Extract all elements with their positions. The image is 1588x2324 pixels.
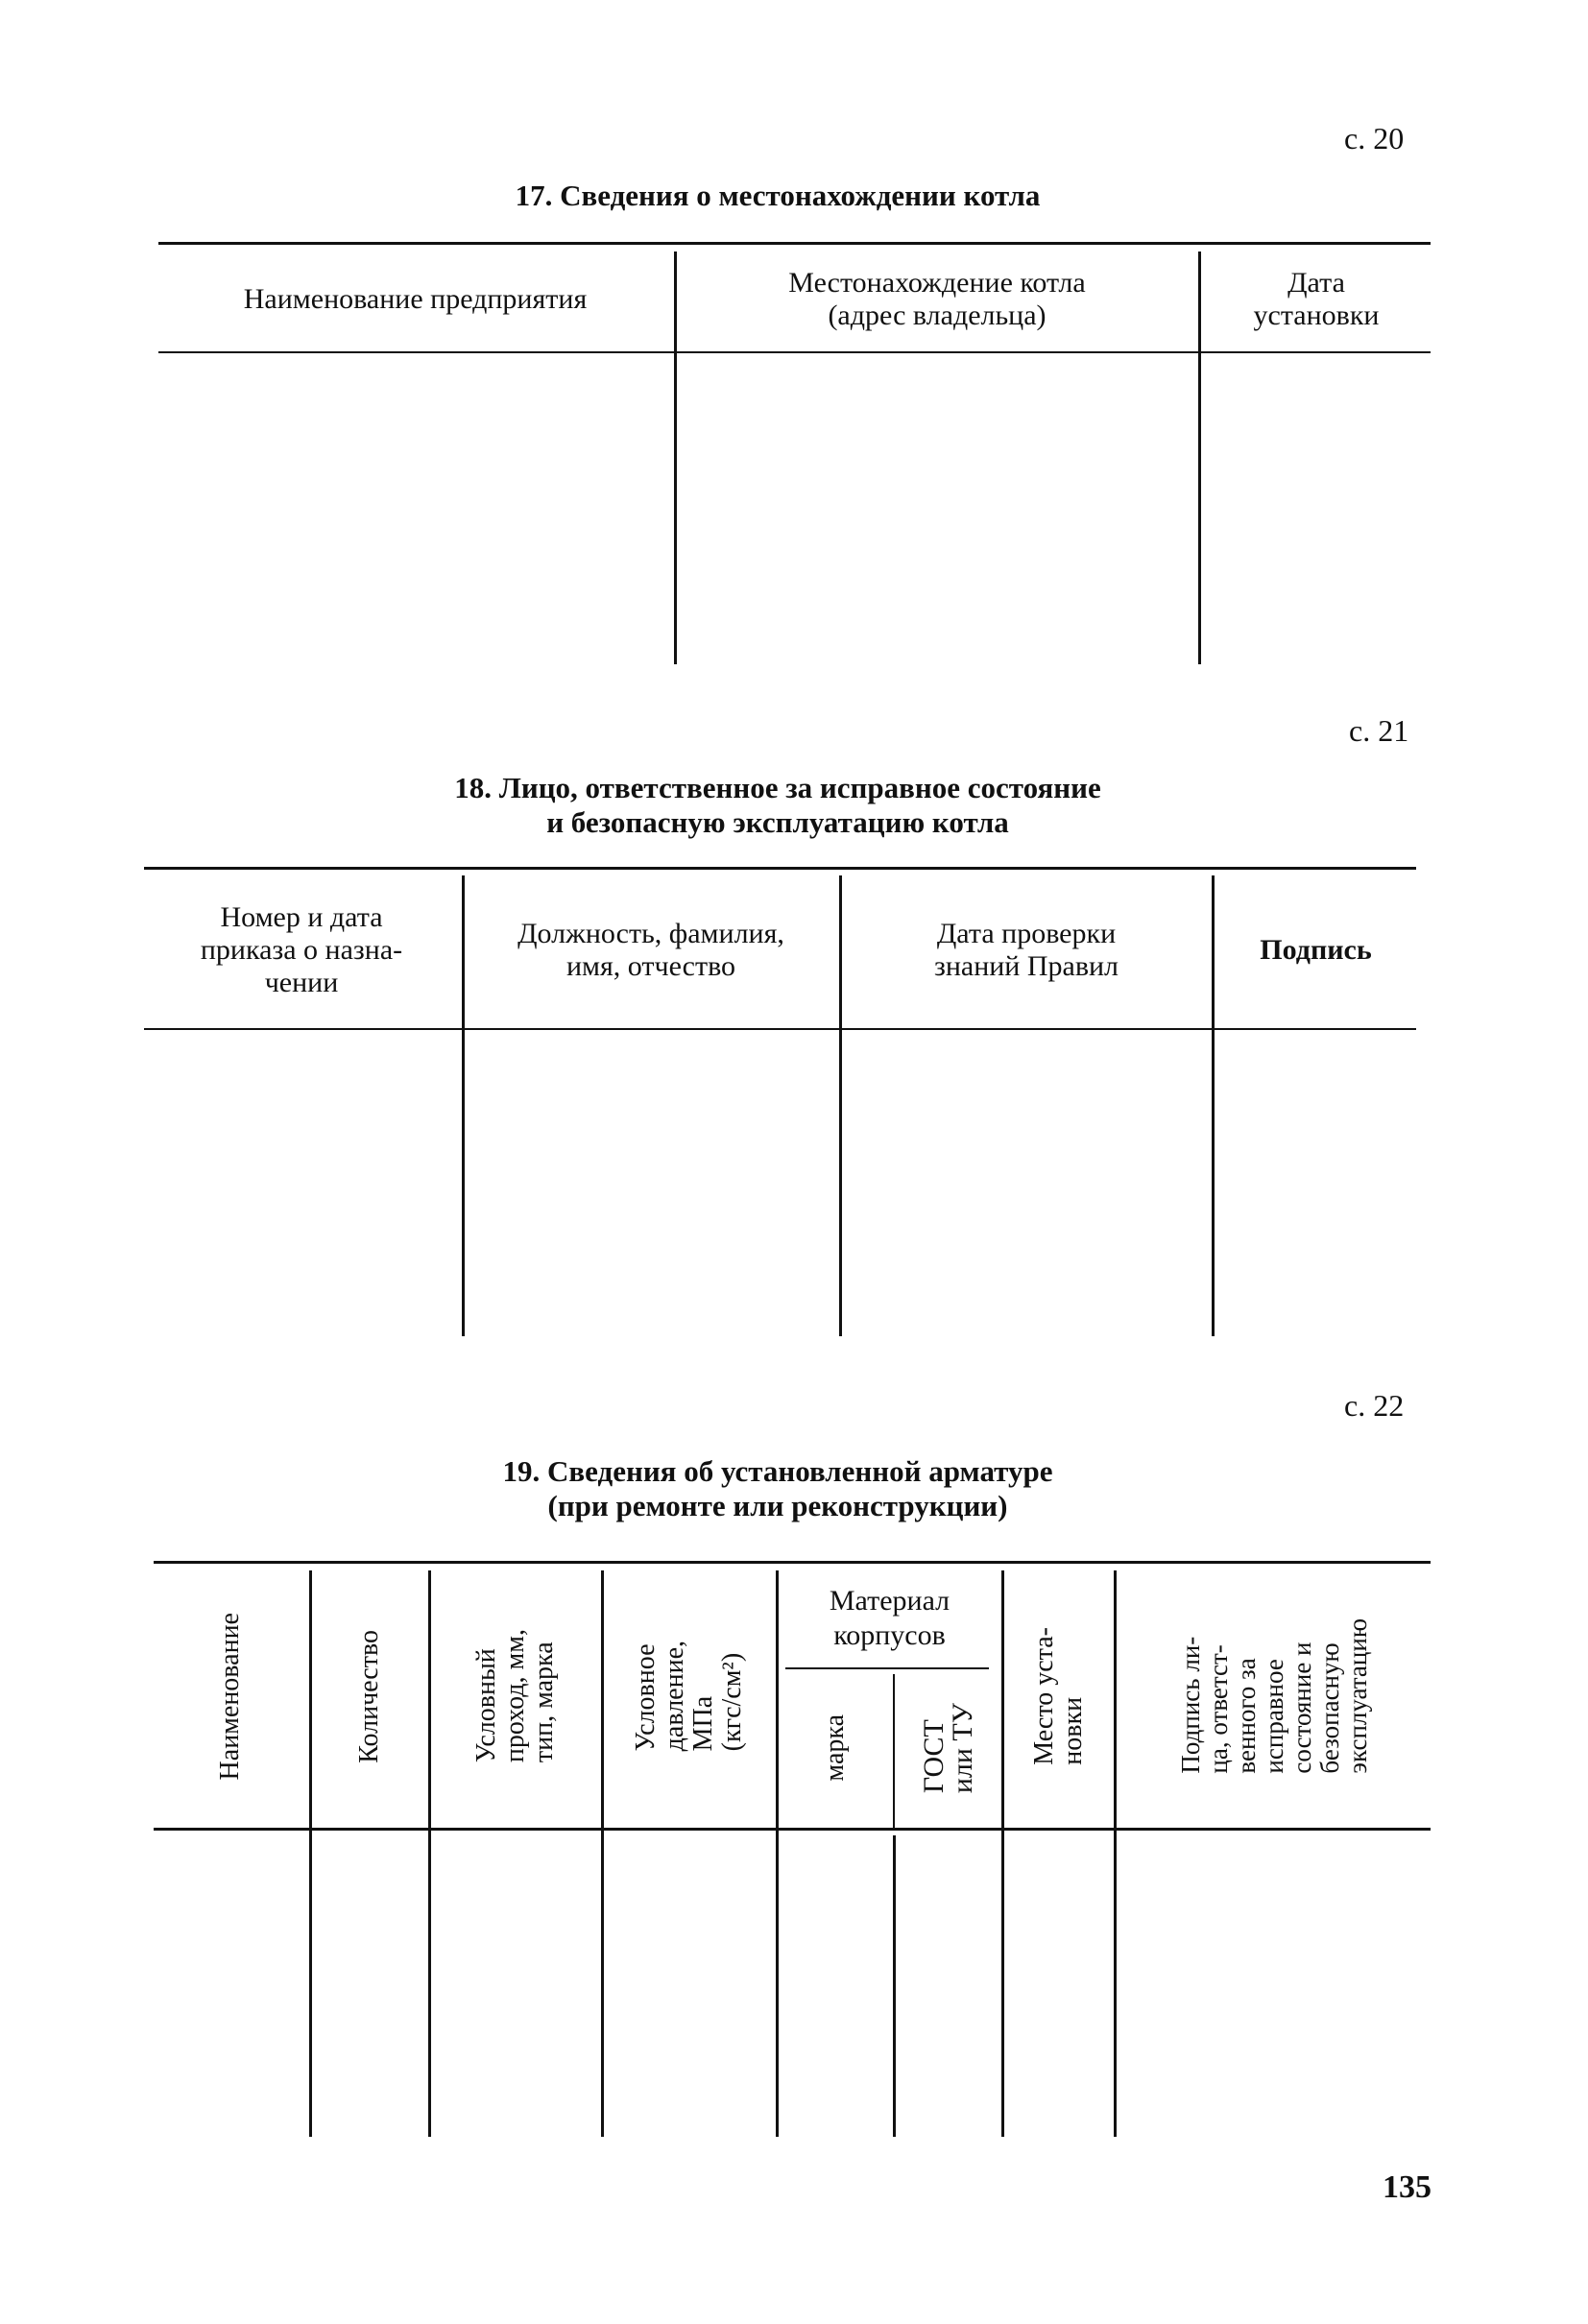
t19-col-responsible-signature: Подпись ли- ца, ответст- венного за исправное состояние и безопасную эксплуатацию xyxy=(1175,1618,1372,1774)
section-17-title: 17. Сведения о местонахождении котла xyxy=(515,179,1041,212)
t17-col-location: Местонахождение котла (адрес владельца) xyxy=(788,267,1086,331)
t17-col-date: Дата установки xyxy=(1253,267,1380,331)
t19-col-standard: ГОСТ или ТУ xyxy=(917,1702,978,1794)
t19-col-name: Наименование xyxy=(215,1612,245,1781)
section-18-title: 18. Лицо, ответственное за исправное состояние и безопасную эксплуатацию котла xyxy=(454,771,1101,839)
t19-col-pressure: Условное давление, МПа (кгс/см²) xyxy=(631,1641,747,1752)
t18-col-order: Номер и дата приказа о назна- чении xyxy=(200,900,403,998)
page-number: 135 xyxy=(1383,2169,1432,2205)
t19-col-place: Место уста- новки xyxy=(1028,1627,1088,1765)
page-mark-20: с. 20 xyxy=(1344,121,1405,156)
t19-col-bore: Условный проход, мм, тип, марка xyxy=(471,1629,559,1763)
t19-col-quantity: Количество xyxy=(354,1629,384,1763)
section-19-title: 19. Сведения об установленной арматуре (при ремонте или реконструкции) xyxy=(502,1454,1053,1522)
t19-col-grade: марка xyxy=(820,1714,850,1782)
t18-col-position: Должность, фамилия, имя, отчество xyxy=(517,917,784,982)
t18-col-signature: Подпись xyxy=(1260,933,1372,966)
page-mark-22: с. 22 xyxy=(1344,1388,1405,1423)
t19-col-material: Материал корпусов xyxy=(829,1585,950,1651)
t17-col-enterprise: Наименование предприятия xyxy=(243,283,588,315)
t18-col-check-date: Дата проверки знаний Правил xyxy=(933,917,1119,982)
page-mark-21: с. 21 xyxy=(1349,713,1409,748)
